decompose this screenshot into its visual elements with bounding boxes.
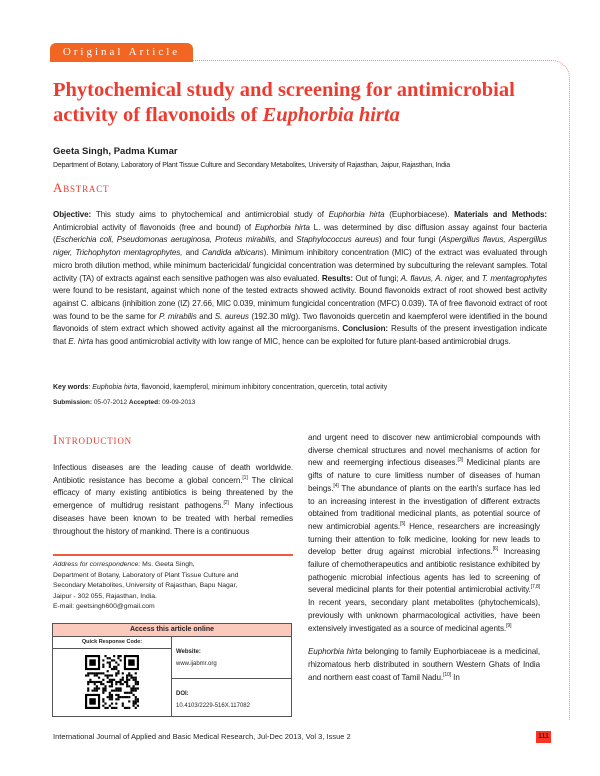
qr-module: [122, 678, 124, 680]
qr-module: [117, 693, 119, 695]
qr-module: [115, 680, 117, 682]
correspondence: [53, 560, 238, 613]
qr-module: [126, 706, 128, 708]
qr-module: [100, 680, 102, 682]
qr-module: [102, 700, 104, 702]
affiliation: Department of Botany, Laboratory of Plant Tissue Culture and Secondary Metabolites, University of Rajasthan, Jaipur, Rajasthan, India: [53, 162, 451, 169]
qr-module: [137, 700, 139, 702]
website-label: Website:: [176, 649, 201, 655]
access-header: Access this article online: [53, 624, 292, 637]
citation[interactable]: [9]: [506, 622, 512, 629]
qr-module: [130, 687, 132, 689]
qr-module: [107, 680, 109, 682]
qr-module: [89, 680, 91, 682]
text-run: P. mirabilis: [158, 311, 197, 321]
qr-module: [124, 680, 126, 682]
qr-module: [133, 702, 135, 704]
qr-module: [133, 678, 135, 680]
qr-module: [133, 704, 135, 706]
qr-module: [107, 696, 109, 698]
correspondence-name: Ms. Geeta Singh,: [142, 561, 195, 568]
qr-module: [115, 687, 117, 689]
text-run: In: [451, 672, 460, 682]
qr-module: [109, 693, 111, 695]
qr-module: [111, 693, 113, 695]
qr-module: [94, 687, 96, 689]
intro-paragraph-3: [308, 646, 540, 684]
correspondence-line: Secondary Metabolites, University of Rajasthan, Bapu Nagar,: [53, 582, 238, 590]
text-run: 05-07-2012: [93, 399, 129, 406]
qr-module: [130, 676, 132, 678]
text-run: The clinical efficacy of many existing antibiotics is being threatened by the emergence of multidrug resistant pathogens.: [53, 475, 293, 511]
authors: Geeta Singh, Padma Kumar: [53, 146, 178, 157]
citation[interactable]: [7,8]: [530, 584, 540, 591]
qr-module: [87, 689, 89, 691]
text-run: Materials and Methods:: [454, 210, 547, 219]
qr-module: [137, 698, 139, 700]
qr-module: [104, 674, 106, 676]
text-run: belonging to family Euphorbiaceae is a medicinal, rhizomatous herb distributed in southern Western Ghats of India and northern east coast of Tamil Nadu.: [308, 647, 540, 682]
text-run: ). Minimum inhibitory concentration (MIC) of the extract was evaluated through micro broth dilution method, while minimum bactericidal/ fungicidal concentration was determined by subculturing the relevant samples. Total activity (TA) of extracts against each sensitive pathogen was also evaluated.: [53, 248, 547, 283]
qr-module: [98, 672, 100, 674]
qr-module: [109, 661, 111, 663]
text-run: Staphylococcus aureus: [296, 235, 380, 245]
qr-module: [120, 678, 122, 680]
qr-module: [102, 659, 104, 661]
qr-module: [128, 678, 130, 680]
qr-module: [102, 704, 104, 706]
text-run: Antimicrobial activity of flavonoids (free and bound) of: [53, 222, 255, 232]
qr-module: [94, 680, 96, 682]
qr-module: [128, 672, 130, 674]
title-species: Euphorbia hirta: [262, 104, 400, 126]
qr-module: [111, 706, 113, 708]
qr-module: [126, 685, 128, 687]
qr-module: [104, 655, 106, 657]
qr-module: [102, 665, 104, 667]
citation[interactable]: [2]: [223, 500, 229, 507]
qr-module: [128, 685, 130, 687]
qr-module: [117, 670, 119, 672]
correspondence-email[interactable]: E-mail: geetsingh600@gmail.com: [53, 603, 155, 611]
keywords: [53, 384, 387, 391]
qr-module: [124, 696, 126, 698]
text-run: Out of fungi;: [355, 273, 401, 283]
qr-module: [107, 674, 109, 676]
qr-module: [89, 698, 95, 704]
qr-module: [115, 672, 117, 674]
qr-module: [113, 678, 115, 680]
text-run: ) and four fungi (: [379, 235, 442, 245]
text-run: Aspergillus flavus, Aspergillus niger, Trichophyton mentagrophytes,: [53, 235, 547, 258]
text-run: A. flavus, A. niger,: [400, 273, 465, 283]
qr-module: [102, 698, 104, 700]
qr-module: [135, 672, 137, 674]
qr-module: [102, 691, 104, 693]
qr-module: [126, 674, 128, 676]
qr-module: [96, 689, 98, 691]
qr-module: [109, 696, 111, 698]
qr-module: [137, 680, 139, 682]
qr-module: [109, 657, 111, 659]
qr-module: [113, 706, 115, 708]
qr-module: [120, 687, 122, 689]
text-run: Results of the present investigation indicate that: [53, 324, 548, 347]
correspondence-line: Jaipur - 302 055, Rajasthan, India.: [53, 592, 157, 600]
qr-module: [133, 693, 135, 695]
introduction-heading: Introduction: [53, 432, 132, 447]
text-run: This study aims to phytochemical and antimicrobial study of: [95, 210, 329, 219]
qr-module: [96, 672, 98, 674]
qr-module: [94, 672, 96, 674]
text-run: has good antimicrobial activity with low range of MIC, hence can be exploited for future plant-based antimicrobial drugs.: [93, 337, 511, 347]
text-run: Candida albicans: [202, 248, 264, 258]
qr-module: [130, 691, 132, 693]
qr-module: [137, 704, 139, 706]
qr-module: [120, 696, 122, 698]
text-run: In recent years, secondary plant metabolites (phytochemicals), previously with unknown pharmacological activities, have been extensively investigated as a source of medicinal agents.: [308, 598, 540, 633]
text-run: (192.30 ml/g). Two flavonoids quercetin and kaempferol were identified in the bound flavonoids of stem extract which showed activity against all the microorganisms.: [53, 311, 547, 334]
qr-module: [96, 685, 98, 687]
qr-module: [91, 680, 93, 682]
qr-module: [96, 674, 98, 676]
qr-module: [111, 659, 113, 661]
abstract-text: [53, 209, 547, 349]
qr-module: [109, 674, 111, 676]
qr-module: [107, 676, 109, 678]
qr-module: [135, 706, 137, 708]
qr-module: [122, 704, 124, 706]
qr-module: [111, 667, 113, 669]
qr-module: [128, 691, 130, 693]
qr-module: [117, 672, 119, 674]
journal-footer: International Journal of Applied and Basic Medical Research, Jul-Dec 2013, Vol 3, Issue 2: [53, 732, 351, 741]
qr-module: [117, 689, 119, 691]
text-run: Objective:: [53, 210, 96, 219]
website-cell: [172, 637, 292, 679]
qr-module: [133, 685, 135, 687]
qr-module: [87, 674, 89, 676]
qr-module: [126, 680, 128, 682]
text-run: , flavonoid, kaempferol, minimum inhibitory concentration, quercetin, total activity: [137, 384, 388, 391]
qr-module: [122, 696, 124, 698]
qr-module: [115, 674, 117, 676]
qr-module: [128, 659, 134, 665]
correspondence-label: Address for correspondence:: [53, 561, 143, 568]
qr-module: [117, 655, 119, 657]
qr-module: [102, 689, 104, 691]
section-tab: Original Article: [50, 43, 193, 62]
qr-module: [102, 678, 104, 680]
text-run: Results:: [321, 273, 356, 283]
qr-module: [107, 670, 109, 672]
page-number: 111: [536, 731, 551, 743]
qr-module: [135, 698, 137, 700]
qr-module: [87, 683, 89, 685]
qr-module: [117, 680, 119, 682]
qr-module: [100, 672, 102, 674]
qr-module: [107, 706, 109, 708]
access-article-box: [52, 623, 292, 717]
qr-module: [137, 683, 139, 685]
qr-module: [94, 674, 96, 676]
qr-module: [113, 665, 115, 667]
qr-module: [115, 702, 117, 704]
qr-module: [102, 687, 104, 689]
qr-module: [113, 667, 115, 669]
qr-module: [115, 665, 117, 667]
qr-module: [115, 689, 117, 691]
citation[interactable]: [4]: [333, 482, 339, 489]
qr-module: [135, 676, 137, 678]
qr-code-icon: [85, 655, 139, 709]
text-run: and: [276, 235, 297, 245]
qr-module: [96, 680, 98, 682]
citation[interactable]: [10]: [443, 671, 452, 678]
qr-module: [133, 687, 135, 689]
text-run: Increasing failure of chemotherapeutics and antibiotic resistance exhibited by pathogenic microbial infectious agents has led to screening of several medicinal plants for their potential antimicrobial activity.: [308, 547, 540, 595]
qr-module: [94, 683, 96, 685]
divider: [53, 554, 293, 556]
citation[interactable]: [3]: [457, 457, 463, 464]
qr-module: [109, 691, 111, 693]
qr-module: [120, 680, 122, 682]
qr-module: [89, 678, 91, 680]
qr-module: [107, 661, 109, 663]
qr-module: [87, 672, 89, 674]
qr-module: [104, 702, 106, 704]
qr-module: [111, 678, 113, 680]
qr-module: [126, 691, 128, 693]
text-run: Infectious diseases are the leading cause of death worldwide. Antibiotic resistance has become a global concern.: [53, 463, 293, 485]
qr-module: [91, 672, 93, 674]
intro-paragraph-1: [53, 462, 293, 538]
qr-module: [107, 657, 109, 659]
text-run: and: [182, 248, 202, 258]
qr-module: [126, 683, 128, 685]
text-run: Escherichia coli, Pseudomonas aeruginosa, Proteus mirabilis,: [55, 235, 277, 245]
qr-module: [135, 700, 137, 702]
text-run: 09-09-2013: [162, 399, 196, 406]
qr-module: [85, 674, 87, 676]
qr-module: [98, 687, 100, 689]
qr-module: [120, 659, 122, 661]
qr-module: [102, 683, 104, 685]
text-run: Submission:: [53, 399, 94, 406]
qr-module: [133, 700, 135, 702]
text-run: Euphobia hirta: [92, 384, 138, 391]
qr-module: [117, 687, 119, 689]
qr-module: [109, 680, 111, 682]
qr-module: [115, 698, 117, 700]
qr-module: [109, 698, 111, 700]
correspondence-line: Department of Botany, Laboratory of Plant Tissue Culture and: [53, 571, 239, 579]
citation[interactable]: [6]: [492, 546, 498, 553]
qr-module: [115, 683, 117, 685]
qr-module: [126, 678, 128, 680]
qr-module: [115, 706, 117, 708]
qr-module: [109, 665, 111, 667]
qr-module: [111, 685, 113, 687]
qr-module: [133, 689, 135, 691]
qr-module: [126, 676, 128, 678]
text-run: Euphorbia hirta: [308, 647, 362, 657]
text-run: L. was determined by disc diffusion assay against four bacteria (: [53, 222, 547, 245]
citation[interactable]: [1]: [242, 474, 248, 481]
text-run: Euphorbia hirta: [254, 222, 310, 232]
qr-module: [91, 689, 93, 691]
qr-module: [104, 685, 106, 687]
qr-module: [100, 683, 102, 685]
qr-module: [94, 689, 96, 691]
text-run: S. aureus: [214, 311, 249, 321]
qr-module: [109, 704, 111, 706]
qr-module: [128, 706, 130, 708]
text-run: Conclusion:: [342, 324, 392, 334]
qr-module: [104, 689, 106, 691]
qr-module: [115, 661, 117, 663]
qr-module: [135, 696, 137, 698]
qr-module: [98, 680, 100, 682]
doi-label: DOI:: [176, 690, 189, 697]
abstract-heading: Abstract: [53, 180, 110, 195]
qr-module: [130, 674, 132, 676]
text-run: and: [196, 311, 215, 321]
qr-module: [128, 674, 130, 676]
qr-module: [89, 672, 91, 674]
qr-module: [96, 687, 98, 689]
website-link[interactable]: www.ijabmr.org: [176, 661, 217, 667]
title-line2: activity of flavonoids of: [53, 104, 263, 126]
qr-module: [122, 683, 124, 685]
text-run: Euphorbia hirta: [328, 210, 385, 219]
qr-module: [89, 659, 95, 665]
qr-module: [98, 676, 100, 678]
text-run: The abundance of plants on the earth's surface has led to an increasing interest in the investigation of different extracts obtained from traditional medicinal plants, as potential source of new antimicrobial agents.: [308, 483, 540, 531]
qr-module: [126, 696, 128, 698]
text-run: Accepted:: [128, 399, 163, 406]
qr-module: [124, 691, 126, 693]
qr-module: [102, 672, 104, 674]
qr-module: [120, 689, 122, 691]
qr-module: [122, 672, 124, 674]
qr-module: [111, 696, 113, 698]
qr-module: [102, 663, 104, 665]
text-run: Many infectious diseases have been known to be treated with herbal remedies throughout the history of mankind. There is a continuous: [53, 501, 293, 536]
qr-module: [104, 706, 106, 708]
qr-module: [104, 687, 106, 689]
text-run: Key words: [53, 384, 89, 391]
text-run: were found to be resistant, against which none of the tested extracts showed activity. Bound flavonoids extract of root showed best activity against C. albicans (inhibition zone (IZ) 27.66, MIC 0.039, minimum fungicidal concentration (MFC) 0.039). TA of free flavonoid extract of root was found to be the same for: [53, 286, 547, 321]
text-run: (Euphorbiacese).: [384, 210, 455, 219]
qr-module: [128, 696, 130, 698]
qr-module: [111, 702, 113, 704]
qr-module: [133, 676, 135, 678]
text-run: Medicinal plants are gifts of nature to cure limitless number of diseases of human beings.: [308, 458, 540, 493]
doi-value[interactable]: 10.4103/2229-516X.117082: [176, 702, 250, 709]
qr-module: [128, 700, 130, 702]
qr-module: [111, 680, 113, 682]
qr-module: [111, 683, 113, 685]
text-run: and urgent need to discover new antimicrobial compounds with diverse chemical structures and novel mechanisms of action for new and reemerging infectious diseases.: [308, 433, 540, 468]
qr-cell: [53, 649, 172, 717]
qr-module: [135, 702, 137, 704]
qr-module: [113, 689, 115, 691]
qr-module: [135, 680, 137, 682]
qr-module: [122, 702, 124, 704]
qr-module: [87, 680, 89, 682]
article-title: [53, 78, 553, 128]
qr-module: [120, 655, 122, 657]
qr-module: [109, 685, 111, 687]
qr-module: [117, 698, 119, 700]
qr-module: [115, 693, 117, 695]
qr-module: [117, 696, 119, 698]
qr-label: Quick Response Code:: [53, 637, 172, 649]
text-run: E. hirta: [68, 337, 94, 347]
qr-module: [111, 698, 113, 700]
qr-module: [135, 683, 137, 685]
text-run: T. mentagrophytes: [481, 273, 547, 283]
qr-module: [135, 689, 137, 691]
qr-module: [120, 683, 122, 685]
text-run: :: [88, 384, 93, 391]
qr-module: [109, 678, 111, 680]
citation[interactable]: [5]: [400, 520, 406, 527]
qr-module: [117, 657, 119, 659]
title-line1: Phytochemical study and screening for antimicrobial: [53, 79, 515, 101]
qr-module: [111, 674, 113, 676]
qr-module: [117, 663, 119, 665]
qr-module: [109, 663, 111, 665]
qr-module: [137, 687, 139, 689]
intro-right-column: [308, 432, 540, 695]
qr-module: [87, 687, 89, 689]
intro-paragraph-2: [308, 432, 540, 635]
text-run: and: [464, 273, 482, 283]
qr-module: [124, 706, 126, 708]
qr-module: [122, 676, 124, 678]
qr-module: [130, 689, 132, 691]
qr-module: [113, 655, 115, 657]
qr-module: [135, 687, 137, 689]
qr-module: [135, 678, 137, 680]
submission-dates: [53, 399, 195, 406]
qr-module: [113, 659, 115, 661]
qr-module: [115, 667, 117, 669]
doi-cell: [172, 678, 292, 716]
text-run: Hence, researchers are increasingly turning their attention to folk medicine, looking for new leads to develop better drug against microbial infections.: [308, 521, 540, 557]
qr-module: [111, 689, 113, 691]
